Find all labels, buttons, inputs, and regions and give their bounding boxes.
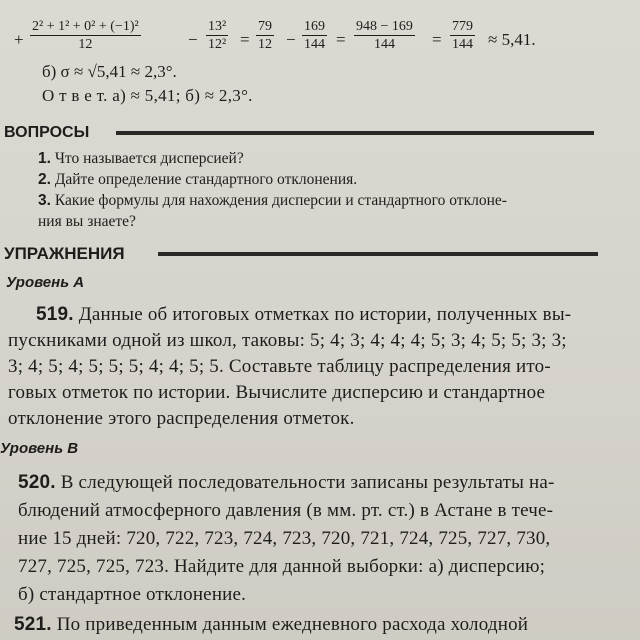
question-3-continued: ния вы знаете? bbox=[38, 213, 136, 230]
exercise-519-line-5: отклонение этого распределения отметок. bbox=[8, 408, 355, 429]
fraction-5: $\frac{948 - 169}{144}$ bbox=[356, 19, 413, 52]
formula-eq-2: = bbox=[336, 30, 346, 49]
fraction-1: $\frac{\text{2² + 1² + 0² + (−1)²}}{12}$ bbox=[32, 19, 139, 52]
question-2: 2. Дайте определение стандартного отклонения. bbox=[38, 171, 358, 188]
exercise-520-line-3: ние 15 дней: 720, 722, 723, 724, 723, 720, 721, 724, 725, 727, 730, bbox=[18, 528, 551, 549]
formula-line bbox=[14, 18, 634, 64]
exercise-519-line-3: 3; 4; 5; 4; 5; 5; 5; 4; 4; 5; 5. Составьте таблицу распределения ито- bbox=[8, 356, 551, 377]
exercise-520-line-4: 727, 725, 725, 723. Найдите для данной выборки: а) дисперсию; bbox=[18, 556, 546, 577]
exercise-520-line-1: 520. В следующей последовательности записаны результаты на- bbox=[18, 472, 555, 493]
exercise-519-line-2: пускниками одной из школ, таковы: 5; 4; 3; 4; 4; 4; 5; 3; 4; 5; 5; 3; 3; bbox=[8, 330, 567, 351]
fraction-2: $\frac{\text{13²}}{\text{12²}}$ bbox=[208, 19, 227, 52]
answer-line: О т в е т. а) ≈ 5,41; б) ≈ 2,3°. bbox=[42, 86, 253, 105]
exercise-519-line-1: 519. Данные об итоговых отметках по истории, полученных вы- bbox=[36, 304, 572, 325]
fraction-3: $\frac{79}{12}$ bbox=[258, 19, 272, 52]
questions-rule bbox=[116, 131, 594, 135]
level-b-heading: Уровень В bbox=[0, 440, 79, 457]
solution-part-b: б) σ ≈ √5,41 ≈ 2,3°. bbox=[42, 62, 177, 81]
formula-plus: + bbox=[14, 30, 24, 49]
exercise-519-line-4: говых отметок по истории. Вычислите дисперсию и стандартное bbox=[8, 382, 546, 403]
exercise-521-line-1: 521. По приведенным данным ежедневного расхода холодной bbox=[14, 614, 529, 635]
formula-eq-1: = bbox=[240, 30, 250, 49]
formula-minus-2: − bbox=[286, 30, 296, 49]
exercises-title: УПРАЖНЕНИЯ bbox=[4, 244, 125, 263]
exercise-520-line-2: блюдений атмосферного давления (в мм. рт. ст.) в Астане в тече- bbox=[18, 500, 554, 521]
questions-title: ВОПРОСЫ bbox=[4, 124, 90, 141]
exercises-rule bbox=[158, 252, 598, 256]
question-1: 1. Что называется дисперсией? bbox=[38, 150, 244, 167]
fraction-6: $\frac{779}{144}$ bbox=[452, 19, 473, 52]
exercise-520-line-5: б) стандартное отклонение. bbox=[18, 584, 247, 605]
formula-approx: ≈ 5,41. bbox=[488, 30, 536, 49]
formula-eq-3: = bbox=[432, 30, 442, 49]
question-3: 3. Какие формулы для нахождения дисперсии и стандартного отклоне- bbox=[38, 192, 507, 209]
level-a-heading: Уровень А bbox=[6, 274, 85, 291]
formula-minus-1: − bbox=[188, 30, 198, 49]
fraction-4: $\frac{169}{144}$ bbox=[304, 19, 325, 52]
